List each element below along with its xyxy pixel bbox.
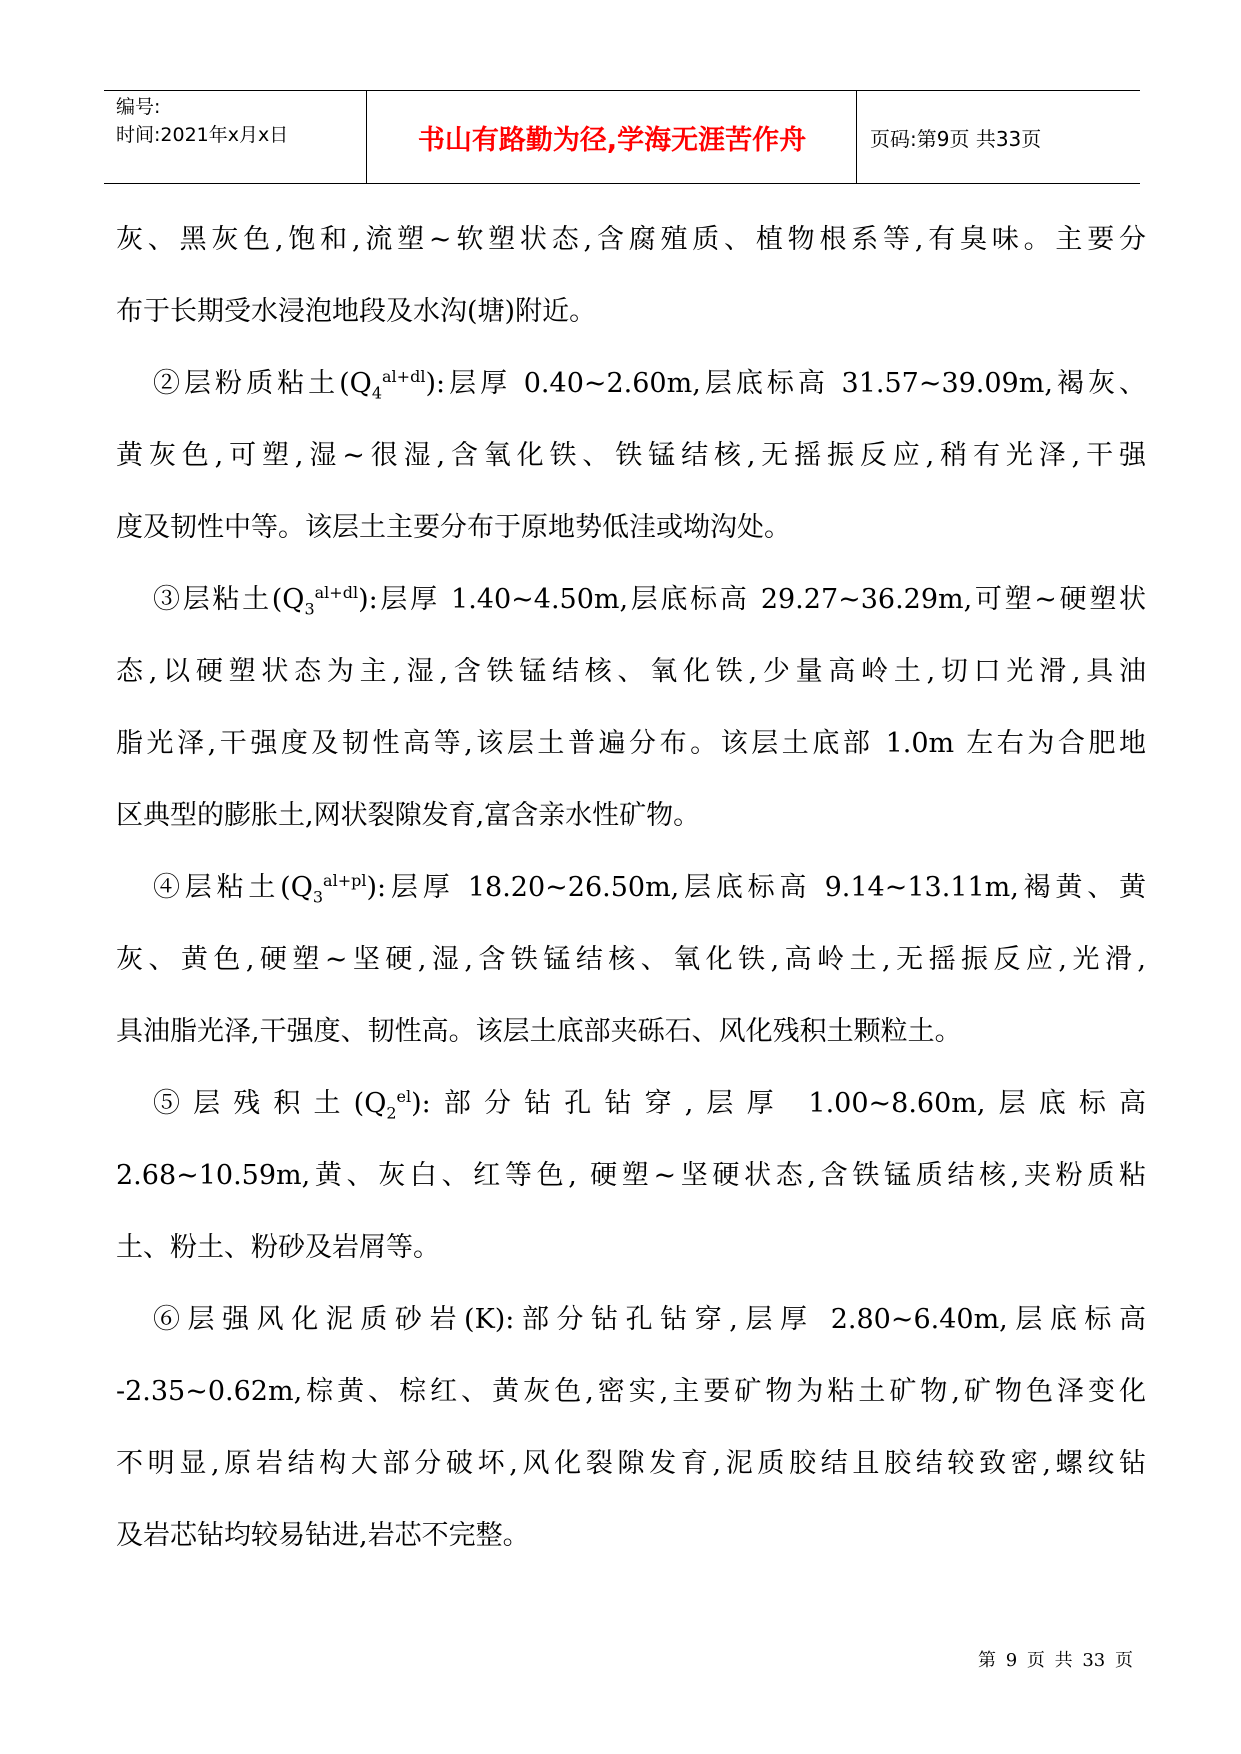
header-divider-right (856, 91, 857, 183)
document-body (116, 222, 1146, 1554)
body-line: 灰、黄色,硬塑~坚硬,湿,含铁锰结核、氧化铁,高岭土,无摇振反应,光滑, (116, 944, 1146, 975)
body-line: -2.35~0.62m,棕黄、棕红、黄灰色,密实,主要矿物为粘土矿物,矿物色泽变化 (116, 1376, 1146, 1407)
body-line: 不明显,原岩结构大部分破坏,风化裂隙发育,泥质胶结且胶结较致密,螺纹钻 (116, 1448, 1146, 1479)
page-header (104, 90, 1140, 184)
paragraph-layer-6-first-line: ⑥层强风化泥质砂岩(K):部分钻孔钻穿,层厚 2.80~6.40m,层底标高 (153, 1304, 1146, 1335)
document-time-label: 时间:2021年x月x日 (116, 124, 289, 146)
body-line: 度及韧性中等。该层土主要分布于原地势低洼或坳沟处。 (116, 512, 791, 543)
body-line: 2.68~10.59m,黄、灰白、红等色, 硬塑~坚硬状态,含铁锰质结核,夹粉质粘 (116, 1160, 1146, 1191)
paragraph-layer-5-first-line: ⑤层残积土$(Q_2^{el})$:部分钻孔钻穿,层厚 1.00~8.60m,层底标高 (153, 1087, 1147, 1123)
body-line: 脂光泽,干强度及韧性高等,该层土普遍分布。该层土底部 1.0m 左右为合肥地 (116, 728, 1146, 759)
paragraph-layer-4-first-line: ④层粘土$(Q_3^{al+pl})$:层厚 18.20~26.50m,层底标高 9.14~13.11m,褐黄、黄 (153, 871, 1147, 907)
header-meta (116, 93, 366, 149)
header-motto: 书山有路勤为径,学海无涯苦作舟 (417, 124, 807, 156)
body-line: 区典型的膨胀土,网状裂隙发育,富含亲水性矿物。 (116, 800, 701, 831)
document-number-label: 编号: (116, 96, 161, 118)
paragraph-layer-3-first-line: ③层粘土$(Q_3^{al+dl})$:层厚 1.40~4.50m,层底标高 29.27~36.29m,可塑~硬塑状 (153, 583, 1147, 619)
body-line: 态,以硬塑状态为主,湿,含铁锰结核、氧化铁,少量高岭土,切口光滑,具油 (116, 656, 1146, 687)
paragraph-layer-2-first-line: ②层粉质粘土$(Q_4^{al+dl})$:层厚 0.40~2.60m,层底标高 31.57~39.09m,褐灰、 (153, 367, 1146, 403)
body-line: 土、粉土、粉砂及岩屑等。 (116, 1232, 440, 1263)
body-line: 布于长期受水浸泡地段及水沟(塘)附近。 (116, 296, 597, 327)
body-line: 及岩芯钻均较易钻进,岩芯不完整。 (116, 1520, 530, 1551)
header-page-info: 页码:第9页 共33页 (870, 126, 1042, 151)
header-divider-left (366, 91, 367, 183)
body-line: 黄灰色,可塑,湿~很湿,含氧化铁、铁锰结核,无摇振反应,稍有光泽,干强 (116, 440, 1146, 471)
body-line: 具油脂光泽,干强度、韧性高。该层土底部夹砾石、风化残积土颗粒土。 (116, 1016, 962, 1047)
body-line: 灰、黑灰色,饱和,流塑~软塑状态,含腐殖质、植物根系等,有臭味。主要分 (116, 224, 1146, 255)
page-footer: 第 9 页 共 33 页 (978, 1650, 1133, 1671)
